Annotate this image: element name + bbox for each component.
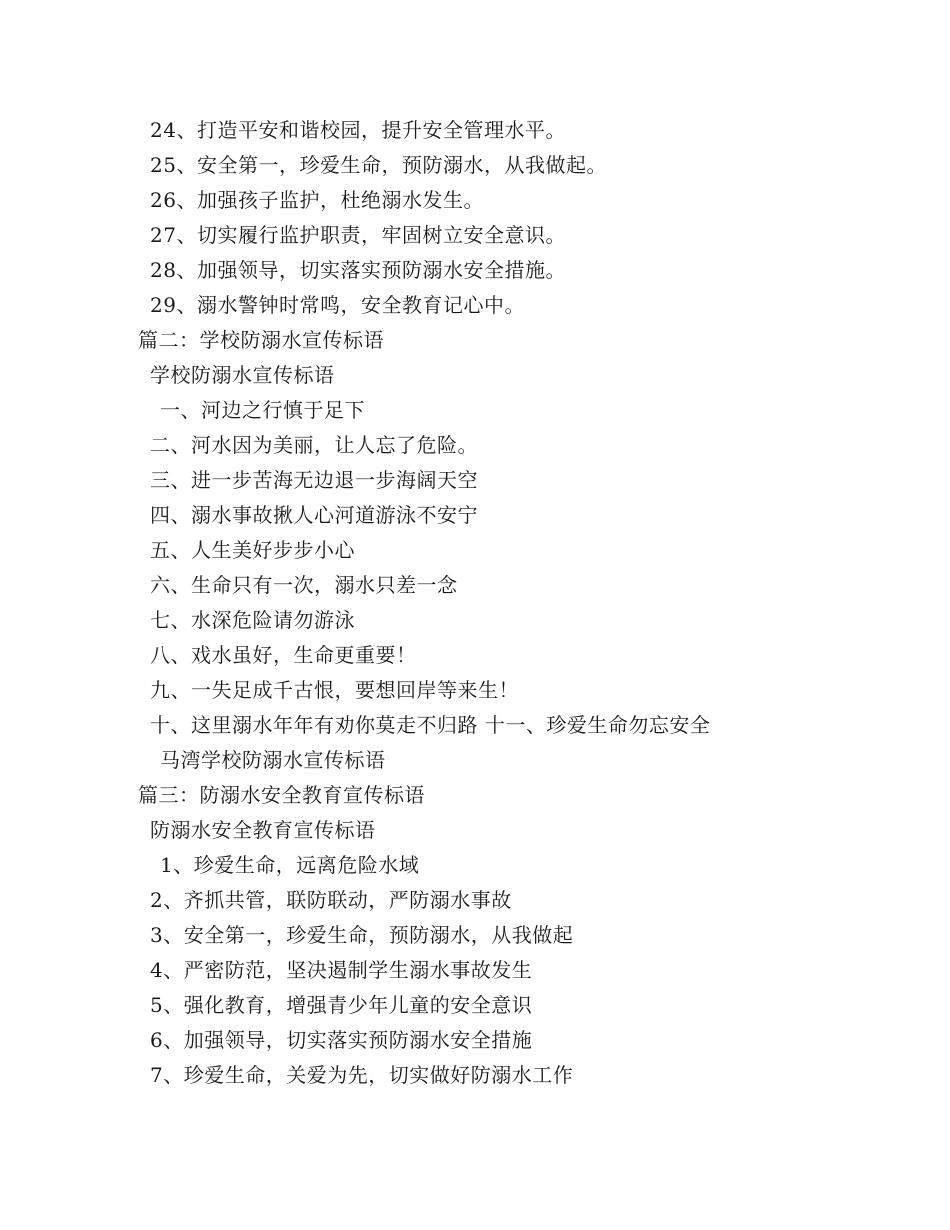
text-line: 4、严密防范，坚决遏制学生溺水事故发生	[150, 958, 533, 982]
text-line: 七、水深危险请勿游泳	[150, 608, 355, 632]
text-line: 24、打造平安和谐校园，提升安全管理水平。	[150, 118, 566, 142]
section-subtitle: 防溺水安全教育宣传标语	[150, 818, 376, 842]
text-line: 五、人生美好步步小心	[150, 538, 355, 562]
text-line: 5、强化教育，增强青少年儿童的安全意识	[150, 993, 533, 1017]
text-line: 马湾学校防溺水宣传标语	[160, 748, 386, 772]
text-line: 二、河水因为美丽，让人忘了危险。	[150, 433, 478, 457]
text-line: 一、河边之行慎于足下	[160, 398, 365, 422]
text-line: 三、进一步苦海无边退一步海阔天空	[150, 468, 478, 492]
text-line: 6、加强领导，切实落实预防溺水安全措施	[150, 1028, 533, 1052]
text-line: 26、加强孩子监护，杜绝溺水发生。	[150, 188, 484, 212]
section-heading: 篇三：防溺水安全教育宣传标语	[138, 783, 425, 807]
text-line: 1、珍爱生命，远离危险水域	[160, 853, 420, 877]
text-line: 四、溺水事故揪人心河道游泳不安宁	[150, 503, 478, 527]
text-line: 29、溺水警钟时常鸣，安全教育记心中。	[150, 293, 525, 317]
text-line: 25、安全第一，珍爱生命，预防溺水，从我做起。	[150, 153, 607, 177]
text-line: 28、加强领导，切实落实预防溺水安全措施。	[150, 258, 566, 282]
text-line: 六、生命只有一次，溺水只差一念	[150, 573, 458, 597]
text-line: 27、切实履行监护职责，牢固树立安全意识。	[150, 223, 566, 247]
text-line: 2、齐抓共管，联防联动，严防溺水事故	[150, 888, 512, 912]
text-line: 八、戏水虽好，生命更重要！	[150, 643, 417, 667]
section-subtitle: 学校防溺水宣传标语	[150, 363, 335, 387]
text-line: 十、这里溺水年年有劝你莫走不归路 十一、珍爱生命勿忘安全	[150, 713, 711, 737]
text-line: 九、一失足成千古恨，要想回岸等来生！	[150, 678, 519, 702]
text-line: 3、安全第一，珍爱生命，预防溺水，从我做起	[150, 923, 574, 947]
section-heading: 篇二：学校防溺水宣传标语	[138, 328, 384, 352]
text-line: 7、珍爱生命，关爱为先，切实做好防溺水工作	[150, 1063, 574, 1087]
